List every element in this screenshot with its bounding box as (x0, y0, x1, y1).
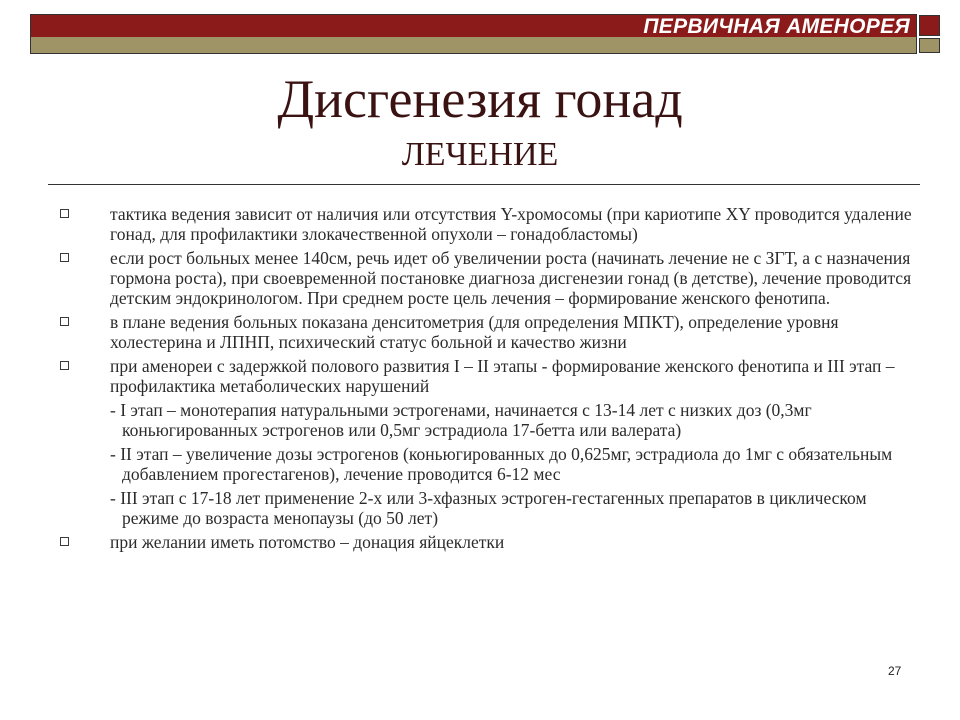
sub-item-text: - I этап – монотерапия натуральными эстрогенами, начинается с 13-14 лет с низких доз (0,3мг коньюгированных эстрогенов или 0,5мг эстрадиола 17-бетта или валерата) (110, 400, 812, 440)
bullet-item (56, 532, 916, 552)
title-divider (48, 184, 920, 185)
bullet-item (56, 312, 916, 352)
bullet-item (56, 356, 916, 396)
bullet-item (56, 248, 916, 308)
sub-item (56, 400, 916, 440)
header-banner-title: ПЕРВИЧНАЯ АМЕНОРЕЯ (643, 15, 910, 38)
slide-title: Дисгенезия гонад (277, 69, 683, 129)
square-bullet-icon (60, 361, 69, 370)
bullet-text: тактика ведения зависит от наличия или отсутствия Y-хромосомы (при кариотипе XY проводится удаление гонад, для профилактики злокачественной опухоли – гонадобластомы) (110, 204, 912, 244)
square-bullet-icon (60, 253, 69, 262)
bullet-text: при аменореи с задержкой полового развития I – II этапы - формирование женского фенотипа и III этап – профилактика метаболических нарушений (110, 356, 895, 396)
bullet-text: если рост больных менее 140см, речь идет об увеличении роста (начинать лечение не с ЗГТ, а с назначения гормона роста), при своевременной постановке диагноза дисгенезии гонад (в детстве), лечение проводится детским эндокринологом. При среднем росте цель лечения – формирование женского фенотипа. (110, 248, 912, 308)
corner-square-red (919, 15, 940, 36)
sub-item (56, 444, 916, 484)
square-bullet-icon (60, 317, 69, 326)
corner-square-olive (919, 38, 940, 53)
bullet-text: в плане ведения больных показана денситометрия (для определения МПКТ), определение уровня холестерина и ЛПНП, психический статус больной и качество жизни (110, 312, 839, 352)
square-bullet-icon (60, 537, 69, 546)
bullet-item (56, 204, 916, 244)
sub-item (56, 488, 916, 528)
slide-subtitle: ЛЕЧЕНИЕ (401, 136, 559, 173)
header-band-olive (30, 37, 917, 54)
page-number: 27 (888, 664, 902, 678)
sub-item-text: - III этап с 17-18 лет применение 2-х или 3-хфазных эстроген-гестагенных препаратов в циклическом режиме до возраста менопаузы (до 50 лет) (110, 488, 867, 528)
slide-content (56, 204, 916, 556)
square-bullet-icon (60, 209, 69, 218)
bullet-text: при желании иметь потомство – донация яйцеклетки (110, 532, 505, 552)
sub-item-text: - II этап – увеличение дозы эстрогенов (коньюгированных до 0,625мг, эстрадиола до 1мг с обязательным добавлением прогестагенов), лечение проводится 6-12 мес (110, 444, 893, 484)
